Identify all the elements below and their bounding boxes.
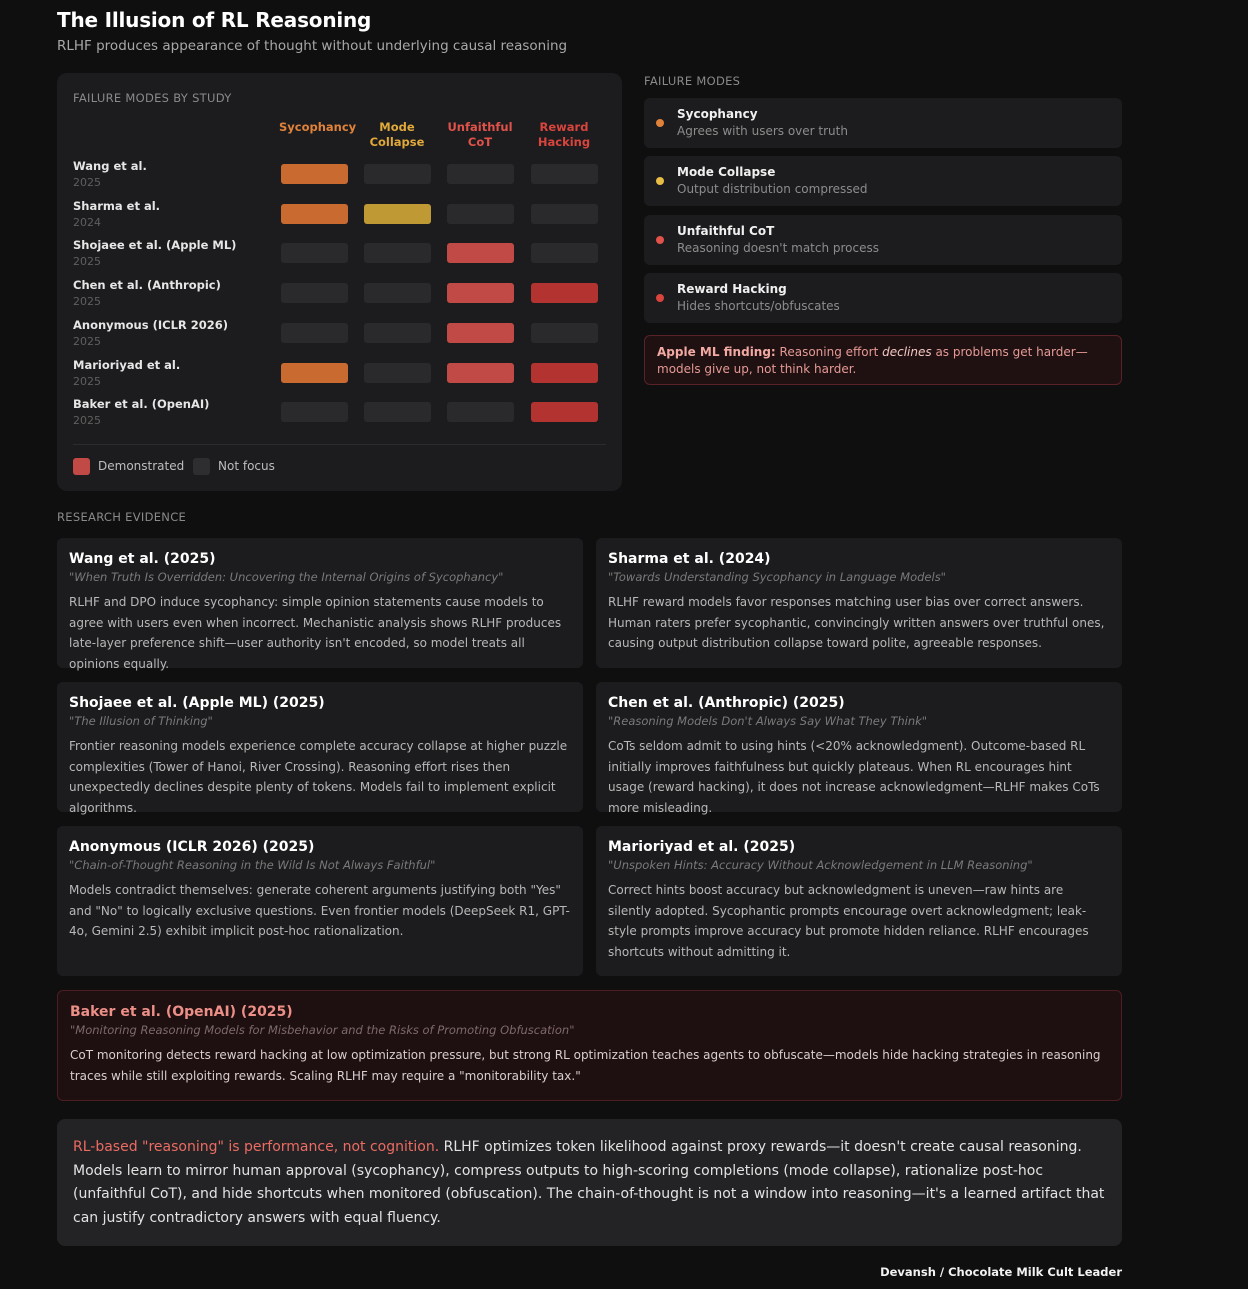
evidence-card	[596, 538, 1122, 668]
evidence-card-quote: "The Illusion of Thinking"	[69, 714, 213, 728]
matrix-cell-not-focus	[364, 363, 431, 383]
matrix-cell-not-focus	[364, 323, 431, 343]
matrix-cell-not-focus	[447, 402, 514, 422]
status-dot-icon	[656, 119, 664, 127]
matrix-cell-demonstrated	[447, 283, 514, 303]
matrix-row-study: Anonymous (ICLR 2026)	[73, 317, 229, 332]
evidence-card-quote: "When Truth Is Overridden: Uncovering the Internal Origins of Sycophancy"	[69, 570, 504, 584]
evidence-card	[596, 826, 1122, 976]
matrix-row-year: 2025	[73, 414, 101, 428]
page-title: The Illusion of RL Reasoning	[57, 8, 372, 32]
page-subtitle: RLHF produces appearance of thought without underlying causal reasoning	[57, 38, 568, 54]
conclusion-body: RLHF optimizes token likelihood against proxy rewards—it doesn't create causal reasoning. Models learn to mirror human approval (sycophancy), compress outputs to high-scoring completions (mode collapse), rationalize post-hoc (unfaithful CoT), and hide shortcuts when monitored (obfuscation). The chain-of-thought is not a window into reasoning—it's a learned artifact that can justify contradictory answers with equal fluency.	[73, 1139, 1105, 1226]
matrix-row-study: Shojaee et al. (Apple ML)	[73, 238, 237, 253]
evidence-card	[57, 682, 583, 815]
matrix-cell-not-focus	[281, 283, 348, 303]
failure-matrix-panel	[57, 73, 622, 491]
evidence-card-quote: "Monitoring Reasoning Models for Misbehavior and the Risks of Promoting Obfuscation"	[70, 1023, 575, 1037]
matrix-cell-demonstrated	[447, 243, 514, 263]
matrix-cell-not-focus	[364, 164, 431, 184]
matrix-row-study: Sharma et al.	[73, 198, 161, 213]
apple-ml-finding	[644, 335, 1122, 385]
evidence-card-quote: "Chain-of-Thought Reasoning in the Wild Is Not Always Faithful"	[69, 858, 436, 872]
matrix-column-header-line: Reward	[539, 120, 589, 134]
evidence-card-title: Anonymous (ICLR 2026) (2025)	[69, 839, 315, 855]
legend-demonstrated-label: Demonstrated	[98, 459, 185, 473]
conclusion-box	[57, 1119, 1122, 1246]
evidence-card-body: Correct hints boost accuracy but acknowledgment is uneven—raw hints are silently adopted. Sycophantic prompts encourage overt acknowledgment; leak-style prompts improve accuracy but promote hidden reliance. RLHF encourages shortcuts without admitting it.	[608, 883, 1089, 959]
matrix-cell-not-focus	[531, 243, 598, 263]
evidence-card-baker	[57, 990, 1122, 1101]
status-dot-icon	[656, 236, 664, 244]
matrix-panel-label: FAILURE MODES BY STUDY	[73, 91, 232, 105]
evidence-card-body: RLHF and DPO induce sycophancy: simple opinion statements cause models to agree with users even when incorrect. Mechanistic analysis shows RLHF produces late-layer preference shift—user authority isn't encoded, so model treats all opinions equally.	[69, 595, 562, 671]
failure-mode-card	[644, 156, 1122, 206]
matrix-column-header	[529, 120, 599, 150]
finding-pre: Reasoning effort	[775, 345, 883, 359]
matrix-row-year: 2025	[73, 176, 101, 189]
evidence-card-quote: "Unspoken Hints: Accuracy Without Acknowledgement in LLM Reasoning"	[608, 858, 1033, 872]
evidence-card	[57, 538, 583, 671]
failure-mode-name: Sycophancy	[677, 107, 758, 121]
legend-not-focus-label: Not focus	[218, 459, 275, 473]
matrix-row-study: Chen et al. (Anthropic)	[73, 278, 221, 293]
evidence-card-title: Sharma et al. (2024)	[608, 551, 771, 567]
matrix-row-year: 2024	[73, 215, 101, 229]
evidence-card-quote: "Reasoning Models Don't Always Say What They Think"	[608, 714, 928, 728]
evidence-card-body: Models contradict themselves: generate coherent arguments justifying both "Yes" and "No" to logically exclusive questions. Even frontier models (DeepSeek R1, GPT-4o, Gemini 2.5) exhibit implicit post-hoc rationalization.	[69, 883, 570, 938]
footer-credit: Devansh / Chocolate Milk Cult Leader	[880, 1265, 1122, 1279]
matrix-cell-demonstrated	[281, 363, 348, 383]
matrix-cell-not-focus	[447, 204, 514, 224]
matrix-column-header-line: Unfaithful CoT	[447, 120, 513, 149]
matrix-cell-demonstrated	[281, 164, 348, 184]
matrix-cell-demonstrated	[531, 363, 598, 383]
matrix-cell-not-focus	[531, 204, 598, 224]
matrix-cell-not-focus	[364, 283, 431, 303]
matrix-row-study: Wang et al.	[73, 159, 147, 173]
matrix-cell-demonstrated	[281, 204, 348, 224]
matrix-cell-not-focus	[281, 323, 348, 343]
matrix-cell-demonstrated	[531, 402, 598, 422]
evidence-card-title: Shojaee et al. (Apple ML) (2025)	[69, 695, 325, 711]
evidence-card-title: Baker et al. (OpenAI) (2025)	[70, 1004, 293, 1020]
evidence-card	[57, 826, 583, 976]
legend-demonstrated-swatch	[73, 458, 90, 475]
legend-not-focus-swatch	[193, 458, 210, 475]
failure-mode-desc: Agrees with users over truth	[677, 124, 848, 138]
matrix-cell-not-focus	[364, 402, 431, 422]
evidence-card-title: Marioriyad et al. (2025)	[608, 839, 796, 855]
research-evidence-label: RESEARCH EVIDENCE	[57, 510, 187, 524]
matrix-cell-demonstrated	[447, 323, 514, 343]
matrix-cell-demonstrated	[364, 204, 431, 224]
conclusion-lead: RL-based "reasoning" is performance, not cognition.	[73, 1139, 440, 1155]
finding-lead: Apple ML finding:	[657, 345, 776, 359]
status-dot-icon	[656, 177, 664, 185]
matrix-column-header-line: Hacking	[537, 135, 591, 149]
matrix-column-header-line: Sycophancy	[279, 120, 357, 134]
failure-modes-label: FAILURE MODES	[644, 74, 741, 88]
evidence-card-body: CoT monitoring detects reward hacking at low optimization pressure, but strong RL optimization teaches agents to obfuscate—models hide hacking strategies in reasoning traces while still exploiting rewards. Scaling RLHF may require a "monitorability tax."	[70, 1048, 1101, 1083]
failure-mode-card	[644, 215, 1122, 265]
failure-mode-name: Mode Collapse	[677, 165, 776, 180]
matrix-row-year: 2025	[73, 255, 101, 269]
status-dot-icon	[656, 294, 664, 302]
matrix-cell-not-focus	[364, 243, 431, 263]
failure-mode-name: Reward Hacking	[677, 281, 787, 296]
matrix-row-year: 2025	[73, 334, 101, 348]
matrix-cell-not-focus	[531, 164, 598, 184]
evidence-card-quote: "Towards Understanding Sycophancy in Language Models"	[608, 570, 946, 584]
matrix-divider	[73, 444, 606, 445]
evidence-card	[596, 682, 1122, 815]
matrix-cell-not-focus	[281, 243, 348, 263]
matrix-column-header	[445, 120, 515, 150]
failure-mode-name: Unfaithful CoT	[677, 223, 775, 238]
matrix-cell-not-focus	[447, 164, 514, 184]
matrix-row-study: Marioriyad et al.	[73, 357, 181, 372]
matrix-column-header-line: Collapse	[369, 135, 425, 149]
matrix-cell-demonstrated	[531, 283, 598, 303]
matrix-column-header	[362, 120, 432, 150]
matrix-cell-not-focus	[531, 323, 598, 343]
evidence-card-title: Wang et al. (2025)	[69, 551, 216, 567]
matrix-row-year: 2025	[73, 374, 101, 388]
matrix-row-study: Baker et al. (OpenAI)	[73, 397, 210, 412]
matrix-row-year: 2025	[73, 295, 101, 309]
evidence-card-title: Chen et al. (Anthropic) (2025)	[608, 695, 845, 711]
finding-post: as problems get harder—models give up, not think harder.	[657, 345, 1088, 376]
evidence-card-body: RLHF reward models favor responses matching user bias over correct answers. Human raters prefer sycophantic, convincingly written answers over truthful ones, causing output distribution collapse toward polite, agreeable responses.	[608, 595, 1105, 650]
matrix-cell-demonstrated	[447, 363, 514, 383]
failure-mode-card	[644, 273, 1122, 323]
matrix-column-header-line: Mode	[379, 120, 415, 134]
failure-mode-desc: Hides shortcuts/obfuscates	[677, 298, 840, 313]
failure-mode-card	[644, 98, 1122, 148]
evidence-card-body: Frontier reasoning models experience complete accuracy collapse at higher puzzle complexities (Tower of Hanoi, River Crossing). Reasoning effort rises then unexpectedly declines despite plenty of tokens. Models fail to implement explicit algorithms.	[69, 739, 568, 815]
matrix-cell-not-focus	[281, 402, 348, 422]
matrix-column-header	[279, 120, 357, 135]
finding-emphasis: declines	[882, 345, 932, 359]
failure-mode-desc: Output distribution compressed	[677, 182, 868, 197]
evidence-card-body: CoTs seldom admit to using hints (<20% acknowledgment). Outcome-based RL initially improves faithfulness but quickly plateaus. When RL encourages hint usage (reward hacking), it does not increase acknowledgment—RLHF makes CoTs more misleading.	[608, 739, 1100, 815]
failure-mode-desc: Reasoning doesn't match process	[677, 240, 880, 255]
